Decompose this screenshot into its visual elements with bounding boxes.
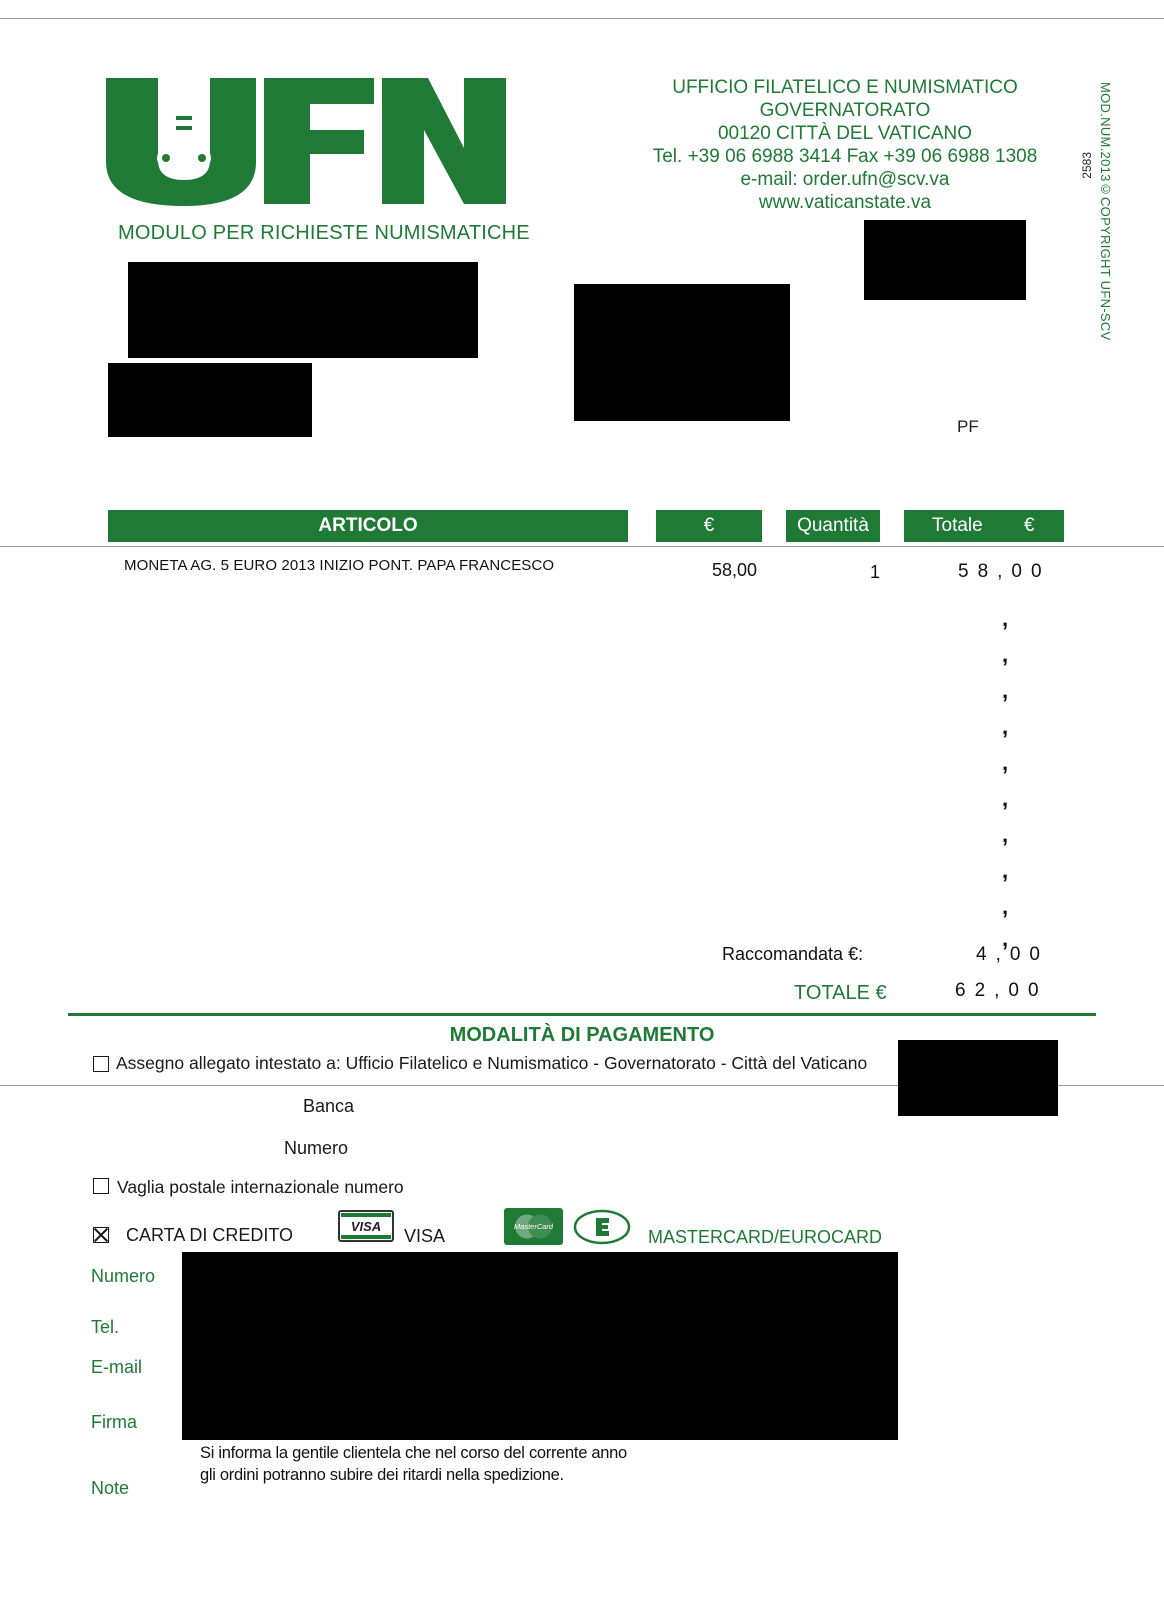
item-total: 58,00	[958, 561, 1051, 582]
eurocard-icon	[573, 1209, 631, 1245]
redacted-block-address	[108, 363, 312, 437]
comma-separator: ,	[1002, 822, 1009, 847]
mastercard-eurocard-label: MASTERCARD/EUROCARD	[648, 1227, 883, 1247]
comma-separator: ,	[1002, 750, 1009, 775]
raccomandata-value: 4,00	[976, 944, 1049, 965]
header-totale-label: Totale	[932, 515, 983, 536]
header-totale-euro: €	[1024, 515, 1035, 536]
fold-line-upper	[0, 546, 1164, 547]
carta-credito-checkbox[interactable]	[93, 1227, 109, 1243]
office-line-website: www.vaticanstate.va	[758, 192, 932, 213]
assegno-label: Assegno allegato intestato a: Ufficio Filatelico e Numismatico - Governatorato - Città del Vaticano	[116, 1053, 868, 1073]
office-line-email: e-mail: order.ufn@scv.va	[740, 169, 950, 190]
visa-label: VISA	[404, 1226, 446, 1246]
svg-text:VISA: VISA	[350, 1219, 382, 1234]
notice-line-2: gli ordini potranno subire dei ritardi nella spedizione.	[200, 1466, 564, 1484]
section-divider	[68, 1013, 1096, 1016]
payment-title: MODALITÀ DI PAGAMENTO	[449, 1024, 715, 1046]
ufn-logo	[106, 78, 506, 206]
office-address	[620, 76, 1070, 214]
vaglia-checkbox[interactable]	[93, 1178, 109, 1194]
item-quantity: 1	[870, 562, 881, 582]
redacted-block-name	[128, 262, 478, 358]
comma-separator: ,	[1002, 642, 1009, 667]
header-totale	[904, 510, 1064, 542]
redacted-block-card-details	[182, 1252, 898, 1440]
comma-separator: ,	[1002, 858, 1009, 883]
redacted-block-top-right	[864, 220, 1026, 300]
svg-text:UFN: UFN	[184, 199, 189, 201]
item-price: 58,00	[712, 560, 758, 580]
header-euro: €	[656, 510, 762, 542]
pf-mark: PF	[957, 417, 979, 436]
comma-separator: ,	[1002, 678, 1009, 703]
vertical-copyright: MOD.NUM.2013©COPYRIGHT UFN-SCV	[1098, 82, 1113, 341]
card-note-label: Note	[91, 1478, 130, 1498]
top-edge-line	[0, 18, 1164, 19]
svg-text:MasterCard: MasterCard	[513, 1222, 554, 1231]
header-articolo: ARTICOLO	[108, 510, 628, 542]
delay-notice	[200, 1442, 627, 1486]
vaglia-label: Vaglia postale internazionale numero	[117, 1177, 404, 1197]
notice-line-1: Si informa la gentile clientela che nel corso del corrente anno	[200, 1444, 627, 1462]
redacted-block-center	[574, 284, 790, 421]
office-line-name: UFFICIO FILATELICO E NUMISMATICO	[672, 77, 1018, 98]
card-firma-label: Firma	[91, 1412, 137, 1432]
card-tel-label: Tel.	[91, 1317, 120, 1337]
visa-card-icon	[338, 1210, 394, 1242]
card-email-label: E-mail	[91, 1357, 143, 1377]
card-numero-label: Numero	[91, 1266, 156, 1286]
header-quantita: Quantità	[786, 510, 880, 542]
comma-separator: ,	[1002, 894, 1009, 919]
carta-credito-label: CARTA DI CREDITO	[126, 1225, 294, 1245]
office-line-phone-fax: Tel. +39 06 6988 3414 Fax +39 06 6988 1308	[652, 146, 1038, 167]
item-description: MONETA AG. 5 EURO 2013 INIZIO PONT. PAPA FRANCESCO	[124, 557, 555, 574]
assegno-checkbox[interactable]	[93, 1056, 109, 1072]
banca-label: Banca	[303, 1096, 355, 1116]
office-line-governatorato: GOVERNATORATO	[759, 100, 931, 121]
raccomandata-label: Raccomandata €:	[722, 944, 864, 964]
comma-separator: ,	[1002, 786, 1009, 811]
comma-separator: ,	[1002, 714, 1009, 739]
form-title: MODULO PER RICHIESTE NUMISMATICHE	[118, 222, 530, 244]
vertical-form-code: 2583	[1080, 152, 1094, 179]
totale-value: 62,00	[955, 980, 1048, 1001]
mastercard-icon	[504, 1208, 563, 1245]
office-line-city: 00120 CITTÀ DEL VATICANO	[717, 123, 973, 144]
numero-assegno-label: Numero	[284, 1138, 349, 1158]
totale-label: TOTALE €	[794, 982, 887, 1004]
comma-separator: ,	[1002, 606, 1009, 631]
redacted-block-check	[898, 1040, 1058, 1116]
comma-separator: ,	[1002, 926, 1009, 951]
